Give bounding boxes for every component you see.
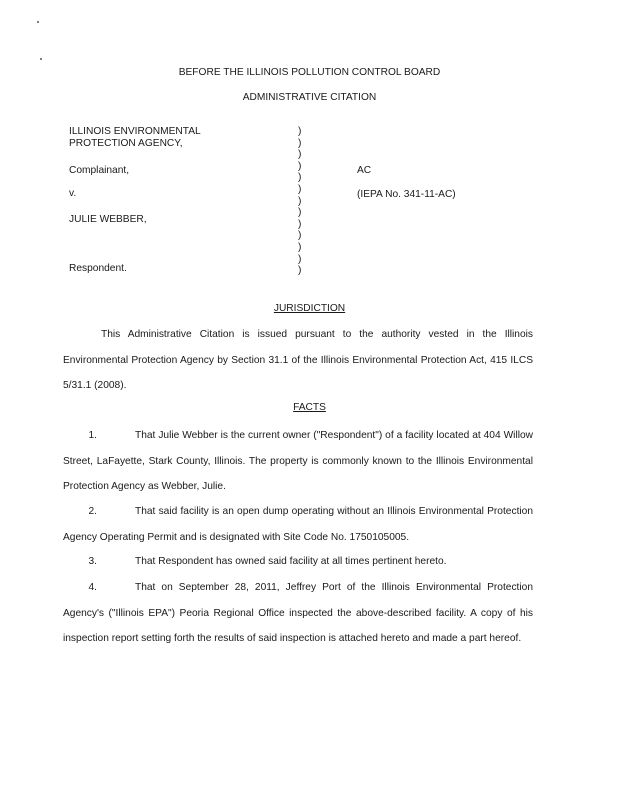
caption-paren: )	[298, 172, 302, 184]
fact-item	[63, 575, 533, 652]
document-type-title: ADMINISTRATIVE CITATION	[242, 92, 377, 103]
caption-paren: )	[298, 126, 302, 137]
caption-paren: )	[298, 183, 302, 195]
respondent-name: JULIE WEBBER,	[69, 214, 147, 225]
caption-paren-column	[298, 126, 301, 277]
fact-text: That said facility is an open dump operating without an Illinois Environmental Protection Agency Operating Permit and is designated with Site Code No. 1750105005.	[63, 506, 533, 543]
caption-paren: )	[298, 195, 302, 207]
jurisdiction-heading: JURISDICTION	[273, 303, 346, 314]
scan-speck	[40, 58, 42, 60]
scan-speck	[37, 21, 39, 23]
caption-paren: )	[298, 160, 302, 172]
versus-label: v.	[69, 188, 77, 199]
fact-item	[63, 499, 533, 550]
caption-paren: )	[298, 149, 302, 161]
fact-number: 3.	[88, 556, 97, 567]
caption-paren: )	[298, 230, 302, 242]
caption-paren: )	[298, 207, 302, 219]
fact-item	[63, 549, 533, 575]
caption-paren: )	[298, 265, 302, 277]
fact-item	[63, 423, 533, 500]
fact-number: 2.	[88, 506, 97, 517]
complainant-name-line2: PROTECTION AGENCY,	[69, 138, 183, 149]
caption-paren: )	[298, 218, 302, 230]
case-number: AC	[357, 165, 372, 176]
complainant-name-line1: ILLINOIS ENVIRONMENTAL	[69, 126, 201, 137]
fact-number: 4.	[88, 582, 97, 593]
fact-text: That Respondent has owned said facility at all times pertinent hereto.	[135, 556, 447, 567]
respondent-role: Respondent.	[69, 263, 127, 274]
fact-text: That Julie Webber is the current owner ("Respondent") of a facility located at 404 Willow Street, LaFayette, Stark County, Illinois. The property is commonly known to the Illinois Environmental Protection Agency as Webber, Julie.	[63, 430, 533, 492]
caption-paren: )	[298, 253, 302, 265]
iepa-number: (IEPA No. 341-11-AC)	[357, 189, 456, 200]
board-title: BEFORE THE ILLINOIS POLLUTION CONTROL BOARD	[178, 67, 441, 78]
jurisdiction-paragraph: This Administrative Citation is issued pursuant to the authority vested in the Illinois Environmental Protection Agency by Section 31.1 of the Illinois Environmental Protection Act, 415 ILCS 5/31.1 (2008).	[63, 329, 533, 391]
caption-paren: )	[298, 137, 302, 149]
fact-number: 1.	[88, 430, 97, 441]
caption-paren: )	[298, 241, 302, 253]
complainant-role: Complainant,	[69, 165, 130, 176]
facts-heading: FACTS	[293, 402, 326, 413]
fact-text: That on September 28, 2011, Jeffrey Port of the Illinois Environmental Protection Agency's ("Illinois EPA") Peoria Regional Office inspected the above-described facility. A copy of his inspection report setting forth the results of said inspection is attached hereto and made a part hereof.	[63, 582, 533, 644]
